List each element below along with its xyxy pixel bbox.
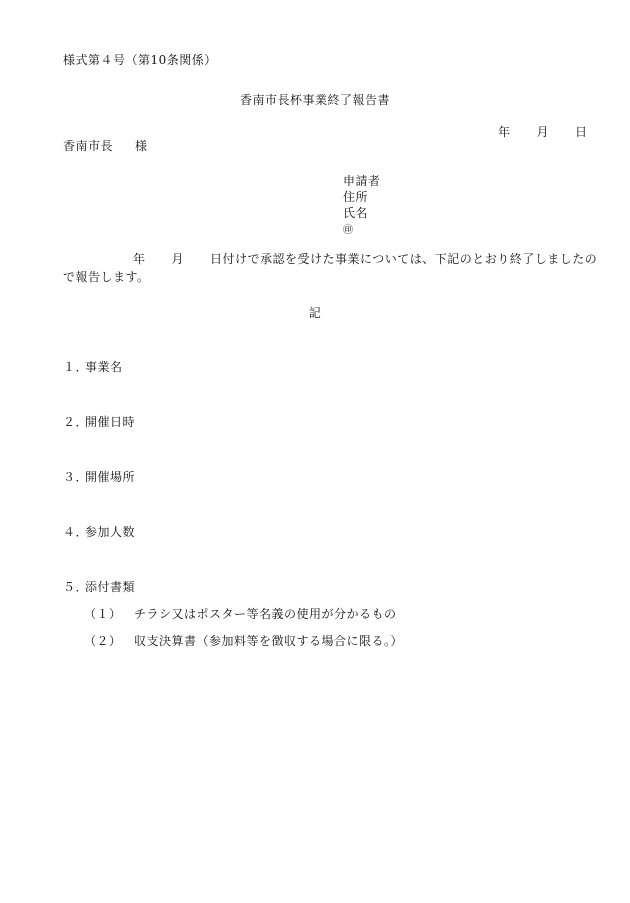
seal-mark: ㊞ bbox=[343, 225, 352, 236]
item-participant-count bbox=[63, 524, 135, 540]
attachment-flyer bbox=[84, 606, 397, 622]
item-event-venue bbox=[63, 469, 135, 485]
applicant-name-label: 氏名 bbox=[343, 206, 369, 220]
item-label: 参加人数 bbox=[85, 525, 136, 539]
date-day-label: 日 bbox=[575, 125, 588, 139]
attachment-number: （２） bbox=[84, 634, 122, 648]
item-number: ５． bbox=[63, 580, 89, 594]
date-year-label: 年 bbox=[498, 125, 511, 139]
attachment-label: 収支決算書（参加料等を徴収する場合に限る。） bbox=[134, 634, 404, 648]
ki-heading: 記 bbox=[308, 306, 322, 320]
item-attachments bbox=[63, 579, 135, 595]
applicant-block bbox=[343, 173, 381, 239]
item-number: ４． bbox=[63, 525, 89, 539]
item-label: 開催場所 bbox=[85, 470, 136, 484]
item-label: 添付書類 bbox=[85, 580, 136, 594]
item-label: 事業名 bbox=[85, 360, 123, 374]
item-number: ２． bbox=[63, 415, 89, 429]
attachment-number: （１） bbox=[84, 607, 122, 621]
body-month-label: 月 bbox=[171, 252, 185, 266]
attachment-budget bbox=[84, 633, 403, 649]
addressee-name: 香南市長 bbox=[63, 139, 114, 153]
item-label: 開催日時 bbox=[85, 415, 136, 429]
addressee bbox=[63, 138, 148, 154]
date-month-label: 月 bbox=[536, 125, 550, 139]
item-event-datetime bbox=[63, 414, 135, 430]
form-number: 様式第４号（第10条関係） bbox=[63, 53, 217, 67]
addressee-honorific: 様 bbox=[135, 139, 148, 153]
attachment-label: チラシ又はポスター等名義の使用が分かるもの bbox=[134, 607, 397, 621]
body-paragraph bbox=[63, 250, 603, 286]
body-year-label: 年 bbox=[133, 252, 146, 266]
item-number: ３． bbox=[63, 470, 89, 484]
item-event-name bbox=[63, 359, 123, 375]
applicant-heading: 申請者 bbox=[343, 174, 381, 188]
date-line bbox=[498, 124, 588, 140]
item-number: １． bbox=[63, 360, 89, 374]
body-text: 日付けで承認を受けた事業については、下記のとおり終了しましたので報告します。 bbox=[63, 252, 598, 284]
applicant-address-label: 住所 bbox=[343, 190, 369, 204]
document-title: 香南市長杯事業終了報告書 bbox=[239, 93, 390, 107]
